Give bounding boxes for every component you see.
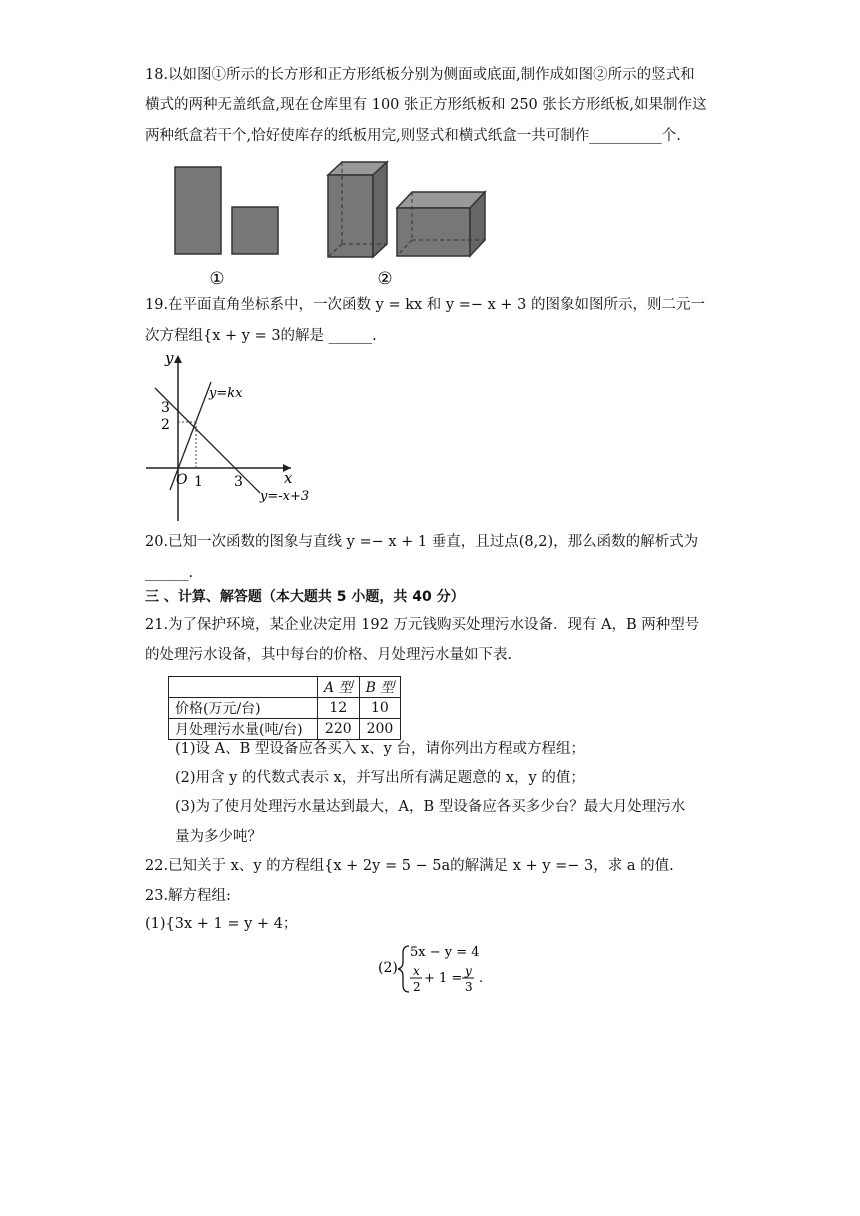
tick-y-2: 2 [161,417,170,433]
q20-line-2: ______. [145,565,194,581]
fraction-num: x [413,964,420,978]
q21-part-1: (1)设 A、B 型设备应各买入 x、y 台，请你列出方程或方程组； [175,741,585,757]
q21-part-3b: 量为多少吨？ [175,829,262,845]
q22-text: 22.已知关于 x、y 的方程组{x + 2y = 5 − 5a的解满足 x + y =− 3，求 a 的值. [145,858,674,874]
x-axis-label: x [284,469,293,487]
q19-line-1: 19.在平面直角坐标系中，一次函数 y = kx 和 y =− x + 3 的图象如图所示，则二元一 [145,297,705,313]
q18-line-2: 横式的两种无盖纸盒,现在仓库里有 100 张正方形纸板和 250 张长方形纸板,如果制作这 [145,97,707,113]
q23-eq-1: 5x − y = 4 [410,945,480,960]
q18-line-3: 两种纸盒若干个,恰好使库存的纸板用完,则竖式和横式纸盒一共可制作__________个. [145,128,681,144]
label-y-equals-kx: y=kx [209,386,243,401]
tick-x-1: 1 [194,474,203,490]
table-header-b: B 型 [359,677,401,698]
q23-part-2-system [378,941,488,997]
table-row [169,698,401,719]
square-board [232,207,278,254]
q23-eq-2-mid: + 1 = [424,971,463,986]
label-y-equals-neg-x-plus-3: y=-x+3 [260,489,310,504]
q18-line-1: 18.以如图①所示的长方形和正方形纸板分别为侧面或底面,制作成如图②所示的竖式和 [145,67,695,83]
q21-part-3a: (3)为了使月处理污水量达到最大，A，B 型设备应各买多少台？最大月处理污水 [175,799,686,815]
q19-line-2: 次方程组{x + y = 3的解是 ______. [145,328,377,344]
section-3-heading: 三 、计算、解答题（本大题共 5 小题，共 40 分） [145,589,465,605]
y-axis-label: y [165,349,174,367]
table-row [169,719,401,740]
horizontal-box [397,192,485,256]
q19-graph [143,347,318,525]
q21-table [168,676,401,740]
vertical-box [328,162,387,257]
q23-part-2-label: (2) [378,960,398,976]
q23-title: 23.解方程组: [145,888,231,904]
line-y-equals-neg-x-plus-3 [155,388,260,493]
q23-part-1: (1){3x + 1 = y + 4； [145,916,298,932]
table-cell: 200 [359,719,401,740]
q21-line-1: 21.为了保护环境，某企业决定用 192 万元钱购买处理污水设备．现有 A，B 两种型号 [145,617,700,633]
table-cell: 220 [318,719,360,740]
line-y-equals-kx [170,382,211,490]
fig1-label: ① [209,269,225,288]
fraction-num: y [465,964,472,978]
table-cell [169,677,318,698]
fraction-den: 2 [413,980,421,994]
table-cell: 12 [318,698,360,719]
q23-eq-end: . [479,971,484,986]
table-header-a: A 型 [318,677,360,698]
fig2-label: ② [377,269,393,288]
table-row [169,677,401,698]
table-cell: 价格(万元/台) [169,698,318,719]
rectangle-board [175,167,221,254]
q18-figure [165,160,495,288]
table-cell: 月处理污水量(吨/台) [169,719,318,740]
table-cell: 10 [359,698,401,719]
q20-line-1: 20.已知一次函数的图象与直线 y =− x + 1 垂直，且过点(8,2)，那么函数的解析式为 [145,534,699,550]
tick-x-3: 3 [234,474,243,490]
brace [398,946,409,992]
origin-label: O [176,472,188,488]
q21-line-2: 的处理污水设备，其中每台的价格、月处理污水量如下表. [145,647,513,663]
tick-y-3: 3 [161,400,170,416]
q21-part-2: (2)用含 y 的代数式表示 x，并写出所有满足题意的 x，y 的值； [175,770,585,786]
fraction-den: 3 [465,980,473,994]
